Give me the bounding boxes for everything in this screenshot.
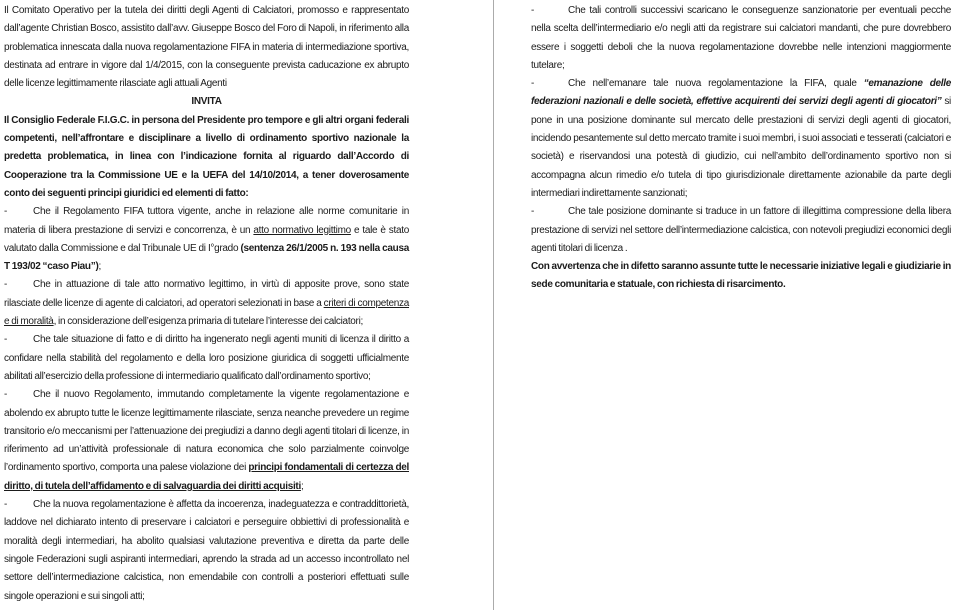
text-run: si pone in una posizione dominante sul mercato delle prestazioni di servizi degli agenti di giocatori, incidendo pesantemente sul detto mercato tramite i suoi membri, i suoi associati e tesserati (calciatori e società) e riservandosi una potestà di giudizio, cui nell’ambito dell’ordinamento sportivo non si accompagna alcun rimedio e/o tutela di tipo giurisdizionale direttamente azionabile da parte degli intermediari indirettamente sanzionati; xyxy=(531,96,951,199)
text-run: ; xyxy=(300,480,304,492)
bullet-compressione-servizi xyxy=(531,203,951,258)
bold-run: (sentenza 26/1/2005 n. 193 nella causa T 193/02 “caso Piau”) xyxy=(4,242,409,273)
bullet-dash: - xyxy=(4,206,8,218)
text-run: Che tale situazione di fatto e di diritto ha ingenerato negli agenti muniti di licenza il diritto a confidare nella stabilità del regolamento e della loro posizione giuridica di soggetti ufficialmente abilitati all’esercizio della professione di intermediario qualificato dall’ordinamento sportivo; xyxy=(4,334,409,382)
document-page-right xyxy=(531,2,951,295)
page-divider xyxy=(493,0,494,610)
bold-underlined-run: principi fondamentali di certezza del diritto, di tutela dell’affidamento e di salvaguardia dei diritti acquisiti xyxy=(4,462,409,492)
bullet-regolamento-vigente xyxy=(4,203,409,276)
bullet-dash: - xyxy=(531,206,535,218)
bullet-dash: - xyxy=(4,334,8,346)
text-run: Il Comitato Operativo per la tutela dei diritti degli Agenti di Calciatori, promosso e rappresentato dall’agente Christian Bosco, assistito dall’avv. Giuseppe Bosco del Foro di Napoli, in riferimento alla problematica innescata dalla nuova regolamentazione FIFA in materia di intermediazione sportiva, destinata ad entrare in vigore dal 1/4/2015, con la conseguente prevista caducazione ex abrupto delle licenze legittimamente rilasciate agli attuali Agenti xyxy=(4,5,409,90)
document-page-left xyxy=(4,2,409,606)
bullet-nuovo-regolamento xyxy=(4,386,409,496)
text-run: Che tale posizione dominante si traduce in un fattore di illegittima compressione della libera prestazione di servizi nel settore dell’intermediazione calcistica, con notevoli pregiudizi economici degli agenti titolari di licenza . xyxy=(531,206,951,254)
bullet-situazione-diritto xyxy=(4,331,409,386)
bullet-dash: - xyxy=(4,389,8,401)
bullet-dash: - xyxy=(4,279,8,291)
text-run: Che tali controlli successivi scaricano le conseguenze sanzionatorie per eventuali pecche nella scelta dell’intermediario e/o negli atti da registrare sui calciatori mandanti, che pure dovrebbero essere i soggetti deboli che la nuova regolamentazione dovrebbe nelle intenzioni maggiormente tutelare; xyxy=(531,5,951,71)
bullet-incoerenza xyxy=(4,496,409,606)
text-run: , in considerazione dell’esigenza primaria di tutelare l’interesse dei calciatori; xyxy=(53,316,363,328)
bullet-dash: - xyxy=(531,78,535,90)
text-run: Che in attuazione di tale atto normativo legittimo, in virtù di apposite prove, sono state rilasciate delle licenze di agente di calciatori, ad operatori selezionati in base a xyxy=(4,279,409,309)
bullet-licenze-rilasciate xyxy=(4,276,409,331)
text-run: ; xyxy=(98,261,101,273)
text-run: Con avvertenza che in difetto saranno assunte tutte le necessarie iniziative legali e giudiziarie in sede comunitaria e statuale, con richiesta di risarcimento. xyxy=(531,261,951,291)
text-run: Che il Regolamento FIFA tuttora vigente, anche in relazione alle norme comunitarie in materia di libera prestazione di servizi e concorrenza, è un xyxy=(4,206,409,236)
bold-italic-quote-run: “emanazione delle federazioni nazionali e delle società, effettive acquirenti dei servizi degli agenti di giocatori” xyxy=(531,78,951,108)
paragraph-invito xyxy=(4,112,409,203)
heading-invita: INVITA xyxy=(191,96,222,108)
text-run: Che la nuova regolamentazione è affetta da incoerenza, inadeguatezza e contraddittorietà, laddove nel dichiarato intento di preservare i calciatori e perseguire obbiettivi di professionalità e moralità degli intermediari, ha abolito qualsiasi valutazione preventiva e diretta da parte delle singole Federazioni sugli aspiranti intermediari, aprendo la strada ad un accesso incontrollato nel settore dell’intermediazione calcistica, non emendabile con controlli a posteriori effettuati sulle singole operazioni e sui singoli atti; xyxy=(4,499,409,602)
text-run: e tale è stato valutato dalla Commissione e dal Tribunale UE di I°grado xyxy=(4,224,409,254)
bullet-dash: - xyxy=(4,499,8,511)
underlined-run: criteri di competenza e di moralità xyxy=(4,297,409,328)
text-run: Che nell’emanare tale nuova regolamentazione la FIFA, quale xyxy=(568,78,864,90)
text-run: Il Consiglio Federale F.I.G.C. in persona del Presidente pro tempore e gli altri organi federali competenti, nell’affrontare e disciplinare a livello di ordinamento sportivo nazionale la predetta problematica, in linea con l’indicazione fornita al riguardo dall’Accordo di Cooperazione tra la Commissione UE e la UEFA del 14/10/2014, a tener doverosamente conto dei seguenti principi giuridici ed elementi di fatto: xyxy=(4,114,409,199)
text-run: Che il nuovo Regolamento, immutando completamente la vigente regolamentazione e abolendo ex abrupto tutte le licenze legittimamente rilasciate, senza neanche prevedere un regime transitorio e/o meccanismi per l’attenuazione dei pregiudizi a danno degli agenti titolari di licenze, in riferimento ad un’attività professionale di natura economica che solo parzialmente coinvolge l’ordinamento sportivo, comporta una palese violazione dei xyxy=(4,389,409,474)
bullet-dash: - xyxy=(531,5,535,16)
paragraph-avvertenza xyxy=(531,258,951,295)
bullet-posizione-dominante-fifa xyxy=(531,75,951,203)
underlined-run: atto normativo legittimo xyxy=(253,224,351,236)
paragraph-intro xyxy=(4,2,409,93)
bullet-controlli-successivi xyxy=(531,2,951,75)
